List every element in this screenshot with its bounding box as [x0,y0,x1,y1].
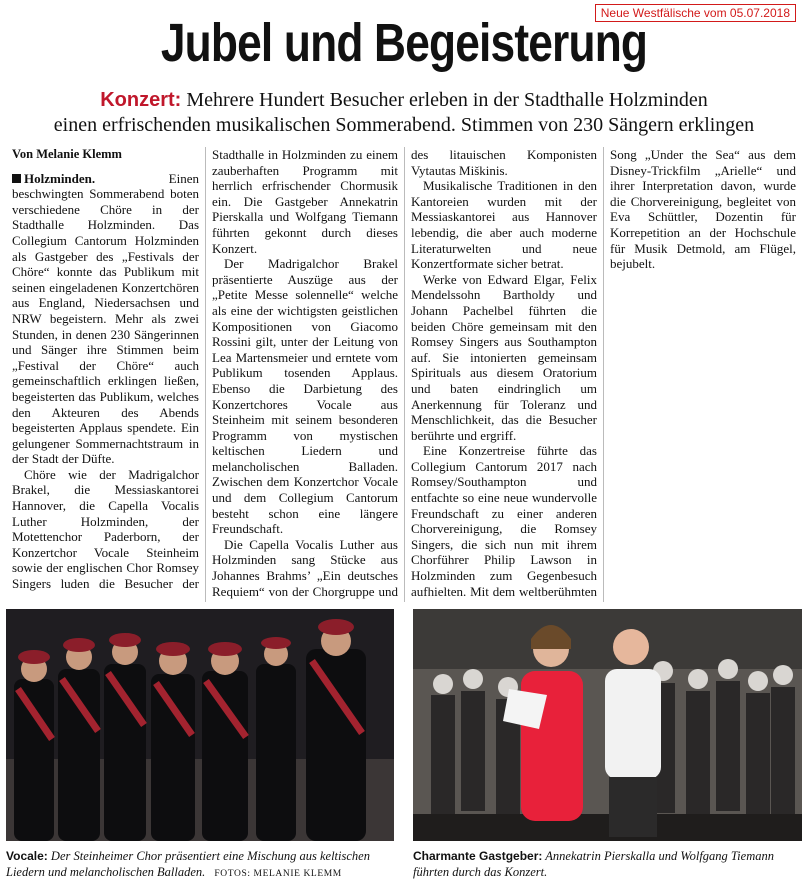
paragraph: Musikalische Traditionen in den Kantoreien wurden mit der Messiaskantorei aus Hannover lebendig, die aber auch moderne Literaturwelten und neue Konzertformate sicher betrat. [411,178,597,272]
paragraph: Eine Konzertreise führte das Collegium Cantorum 2017 nach Romsey/Southampton und entfachte so eine neue wundervolle Freundschaft zu einer anderen Chorvereinigung, die Romsey Singers, die sich nun mit ihrem Chorführer Philip Lawson in Holzminden zum Gegenbesuch aufhielten. Mit dem weltberühmten [411,443,597,599]
caption-text: Der Steinheimer Chor präsentiert eine Mischung aus keltischen Liedern und melancholischen Balladen. [6,849,370,879]
hosts-on-stage-image [413,609,802,841]
paragraph: Der Madrigalchor Brakel präsentierte Auszüge aus der „Petite Messe solennelle“ welche als eine der wichtigsten geistlichen Kompositionen von Giacomo Rossini gilt, unter der Leitung von Lea Martensmeier und erntete vom Publikum tosenden Applaus. Ebenso die Darbietung des Konzertchores Vocale aus Steinheim mit seinem besonderen Programm von mystischen keltischen Liedern und melancholischen Balladen. Zwischen dem Konzertchor Vocale und dem Collegium Cantorum besteht schon eine längere Freundschaft. [212,256,398,537]
deck-text-1: Mehrere Hundert Besucher erleben in der Stadthalle Holzminden [186,89,708,111]
paragraph: Song „Under the Sea“ aus dem Disney-Trickfilm „Arielle“ und ihrer Interpretation davon, wurde die Chorvereinigung, begleitet von Eva Schüttler, Dozentin für Korrepetition an der Hochschule für Musik Detmold, am Flügel, bejubelt. [610,147,796,272]
deck-kicker: Konzert: [100,89,182,111]
byline: Von Melanie Klemm [12,147,122,161]
article-body [6,147,802,602]
deck-line-2: einen erfrischenden musikalischen Sommerabend. Stimmen von 230 Sängern erklingen [53,114,755,136]
choir-singers-image [6,609,394,841]
paragraph-text: Einen beschwingten Sommerabend boten verschiedene Chöre in der Stadthalle Holzminden. Das Collegium Cantorum Holzminden als Gastgeber des „Festivals der Chöre“ konnte das Publikum mit seinen eingeladenen Konzertchören aus England, Niedersachsen und NRW begeistern. Mehr als zwei Stunden, in denen 230 Sängerinnen und Sänger ihre Stimmen beim „Festival der Chöre“ auch gemeinschaftlich erklingen ließen, begeisterten das Publikum, welches den Akteuren des Abends begeisterten Applaus spendete. Ein gelungener Sommernachtstraum in der Stadt der Düfte. [12,170,199,467]
deck [0,88,808,138]
photo-credit: FOTOS: MELANIE KLEMM [214,869,342,879]
paragraph: Chöre wie der Madrigalchor Brakel, die Messiaskantorei Hannover, die Capella Vocalis Luther Holzminden, der Motettenchor Paderborn, der Konzertchor Vocale Steinheim sowie der englischen Chor Romsey Singers luden die Besucher der [12,466,199,592]
paragraph: des litauischen Komponisten Vytautas Miškinis. [411,147,597,178]
paragraph: Werke von Edward Elgar, Felix Mendelssohn Bartholdy und Johann Pachelbel führten die beiden Chöre gemeinsam mit den Romsey Singers aus Southampton auf. Sie intonierten gemeinsam Spirituals aus diesem Oratorium und baten eindringlich um Anerkennung für Toleranz und Menschlichkeit, das die Besucher berührte und ergriff. [411,271,597,443]
paragraph [12,171,199,467]
column-3 [404,147,603,602]
photo-hosts [413,609,802,841]
caption-text: Annekatrin Pierskalla und Wolfgang Tiemann führten durch das Konzert. [413,849,774,879]
photo-caption-left [6,848,394,882]
caption-lead: Vocale: [6,849,48,863]
headline: Jubel und Begeisterung [160,13,648,73]
photo-choir-vocale [6,609,394,841]
source-badge: Neue Westfälische vom 05.07.2018 [595,4,796,22]
deck-line-1 [0,88,808,113]
column-4 [603,147,802,602]
paragraph: Stadthalle in Holzminden zu einem zauberhaften Programm mit herrlich erfrischender Chormusik ein. Die Gastgeber Annekatrin Pierskalla und Wolfgang Tiemann führten gekonnt durch dieses Konzert. [212,147,398,256]
caption-lead: Charmante Gastgeber: [413,849,543,863]
column-1 [6,147,205,602]
paragraph: Die Capella Vocalis Luther aus Holzminden sang Stücke aus Johannes Brahms’ „Ein deutsches Requiem“ von der Chorgruppe und [212,536,398,599]
bullet-square-icon [12,174,21,183]
photo-caption-right [413,848,802,880]
column-2 [205,147,404,602]
dateline: Holzminden. [24,170,96,186]
